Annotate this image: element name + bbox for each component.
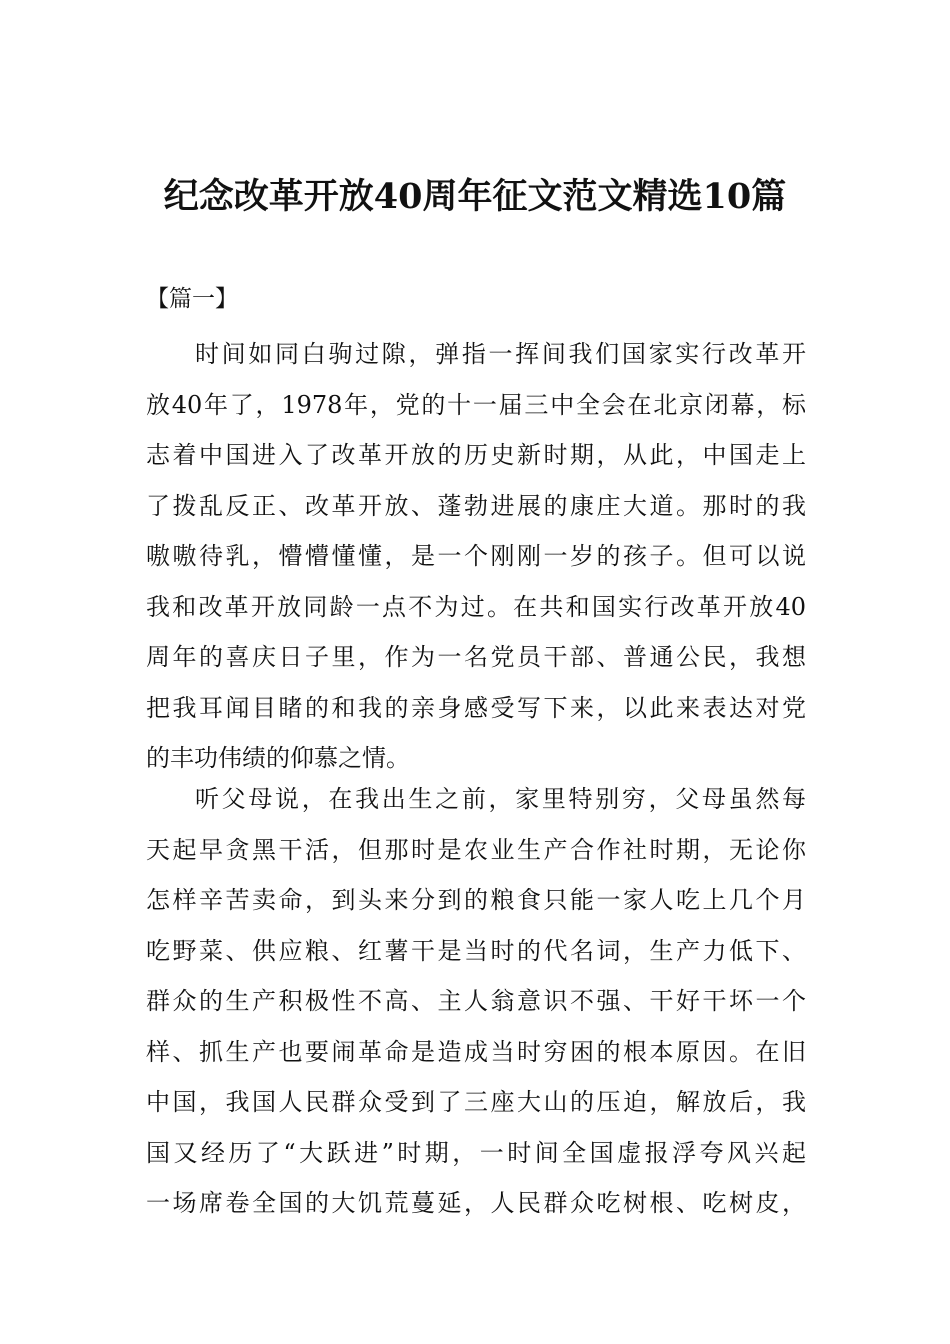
- paragraph-line: 了拨乱反正、改革开放、蓬勃进展的康庄大道。那时的我: [146, 491, 806, 520]
- paragraph-line: 志着中国进入了改革开放的历史新时期，从此，中国走上: [146, 441, 806, 469]
- paragraph-line: 吃野菜、供应粮、红薯干是当时的代名词，生产力低下、: [146, 936, 806, 965]
- paragraph-line: 天起早贪黑干活，但那时是农业生产合作社时期，无论你: [146, 835, 806, 864]
- paragraph-line: 时间如同白驹过隙，弹指一挥间我们国家实行改革开: [195, 340, 806, 368]
- paragraph-line: 的丰功伟绩的仰慕之情。: [146, 744, 410, 772]
- paragraph-line: 我和改革开放同龄一点不为过。在共和国实行改革开放40: [146, 592, 806, 621]
- paragraph-line: 群众的生产积极性不高、主人翁意识不强、干好干坏一个: [146, 987, 806, 1015]
- paragraph-2: [146, 774, 806, 1229]
- paragraph-line: 放40年了，1978年，党的十一届三中全会在北京闭幕，标: [146, 390, 806, 419]
- paragraph-line: 把我耳闻目睹的和我的亲身感受写下来，以此来表达对党: [146, 693, 806, 722]
- paragraph-line: 听父母说，在我出生之前，家里特别穷，父母虽然每: [195, 785, 806, 813]
- paragraph-line: 嗷嗷待乳，懵懵懂懂，是一个刚刚一岁的孩子。但可以说: [146, 542, 806, 570]
- paragraph-line: 中国，我国人民群众受到了三座大山的压迫，解放后，我: [146, 1088, 806, 1116]
- paragraph-line: 周年的喜庆日子里，作为一名党员干部、普通公民，我想: [146, 643, 806, 671]
- section-label: 【篇一】: [146, 286, 238, 312]
- paragraph-line: 样、抓生产也要闹革命是造成当时穷困的根本原因。在旧: [146, 1037, 806, 1066]
- paragraph-line: 一场席卷全国的大饥荒蔓延，人民群众吃树根、吃树皮，: [146, 1189, 806, 1217]
- paragraph-line: 国又经历了“大跃进”时期，一时间全国虚报浮夸风兴起: [146, 1138, 806, 1167]
- document-title: 纪念改革开放40周年征文范文精选10篇: [163, 176, 787, 217]
- paragraph-line: 怎样辛苦卖命，到头来分到的粮食只能一家人吃上几个月: [146, 886, 806, 914]
- paragraph-1: [146, 329, 806, 784]
